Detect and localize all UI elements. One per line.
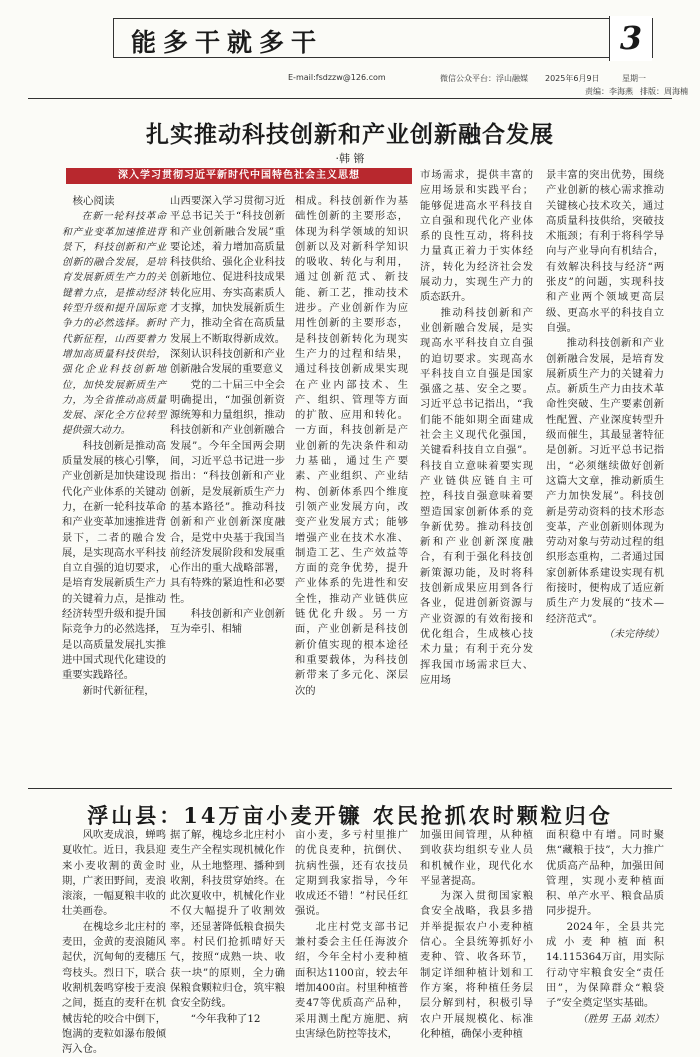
paragraph: 据了解，槐埝乡北庄村小麦生产全程实现机械化作业，从土地整理、播种到收割，科技贯穿始终。在此次夏收中，机械化作业不仅大幅提升了收割效率，还显著降低粮食损失率。村民们抢抓晴好天气，按照“成熟一块、收获一块”的原则，全力确保粮食颗粒归仓，筑牢粮食安全防线。 (170, 829, 285, 1010)
paragraph: 加强田间管理，从种植到收获均组织专业人员和机械作业，现代化水平显著提高。 (420, 829, 533, 887)
top-rule (28, 98, 672, 99)
section-rule (28, 788, 672, 789)
paragraph: 2024年，全县共完成小麦种植面积14.115364万亩，用实际行动守牢粮食安全“责任田”，为保障群众“粮袋子”安全奠定坚实基础。 (546, 920, 664, 1010)
editor-text: 责编：李海燕 (585, 87, 633, 96)
article2-col2 (170, 828, 285, 1025)
date-text: 2025年6月9日 (545, 74, 600, 83)
wechat-text: 微信公众平台：浮山融媒 (440, 74, 528, 83)
article2-col5 (546, 828, 664, 1025)
paragraph: 景丰富的突出优势，围绕产业创新的核心需求推动关键核心技术攻关，通过高质量科技供给，突破技术瓶颈；有利于将科学导向与产业导向有机结合，有效解决科技与经济“两张皮”的问题，实现科技和产业两个领域更高层级、更高水平的科技自立自强。 (546, 169, 664, 334)
weekday-text: 星期一 (622, 74, 646, 83)
paragraph: 党的二十届三中全会明确提出，“加强创新资源统筹和力量组织，推动科技创新和产业创新融合发展”。今年全国两会期间，习近平总书记进一步指出：“科技创新和产业创新，是发展新质生产力的基本路径”。推动科技创新和产业创新深度融合，是党中央基于我国当前经济发展阶段和发展重心作出的重大战略部署，具有特殊的紧迫性和必要性。 (170, 378, 285, 605)
paragraph: 面积稳中有增。同时聚焦“藏粮于技”，大力推广优质高产品种，加强田间管理，实现小麦种植面积、单产水平、粮食品质同步提升。 (546, 829, 664, 918)
page-number: 3 (609, 16, 652, 61)
article1-col5 (546, 168, 664, 784)
article2-col4 (420, 828, 533, 1040)
article1-col3 (295, 194, 408, 784)
paragraph: 市场需求，提供丰富的应用场景和实践平台；能够促进高水平科技自立自强和现代化产业体系的良性互动，将科技力量真正着力于实体经济，转化为经济社会发展动力，实现生产力的质态跃升。 (420, 169, 533, 304)
paragraph: 山西要深入学习贯彻习近平总书记关于“科技创新和产业创新融合发展”重要论述，着力增加高质量科技供给、强化企业科技创新地位、促进科技成果转化应用、夯实高素质人才支撑，加快发展新质生产力，推动全省在高质量发展上不断取得新成效。深刻认识科技创新和产业创新融合发展的重要意义 (170, 195, 285, 376)
paragraph: 推动科技创新和产业创新融合发展，是实现高水平科技自立自强的迫切要求。实现高水平科技自立自强是国家强盛之基、安全之要。习近平总书记指出，“我们能不能如期全面建成社会主义现代化强国，关键看科技自立自强”。科技自立意味着要实现产业链供应链自主可控，科技自强意味着要塑造国家创新体系的竞争新优势。推动科技创新和产业创新深度融合，有利于强化科技创新策源功能，及时将科技创新成果应用到各行各业，促进创新资源与产业资源的有效衔接和优化组合，生成核心技术力量；有利于充分发挥我国市场需求巨大、应用场 (420, 306, 533, 686)
paragraph: 推动科技创新和产业创新融合发展，是培育发展新质生产力的关键着力点。新质生产力由技术革命性突破、生产要素创新性配置、产业深度转型升级而催生，其最显著特征是创新。习近平总书记指出，“必须继续做好创新这篇大文章，推动新质生产力加快发展”。科技创新是劳动资料的技术形态变革，产业创新则体现为劳动对象与劳动过程的组织形态重构，二者通过国家创新体系建设实现有机衔接时，便构成了适应新质生产力发展的“技术—经济范式”。 (546, 337, 664, 625)
key-reading-text: 在新一轮科技革命和产业变革加速推进背景下，科技创新和产业创新的融合发展，是培育发展新质生产力的关键着力点，是推动经济转型升级和提升国际竞争力的必然选择。新时代新征程，山西要着力增加高质量科技供给，强化企业科技创新地位，加快发展新质生产力，为全省推动高质量发展、深化全方位转型提供强大动力。 (62, 211, 166, 437)
paragraph: “今年我种了12 (190, 1012, 261, 1025)
paragraph: 风吹麦成浪，蝉鸣夏收忙。近日，我县迎来小麦收割的黄金时期，广袤田野间，麦浪滚滚，一幅夏粮丰收的壮美画卷。 (62, 829, 166, 918)
paragraph: 新时代新征程， (82, 684, 155, 697)
article1-tail: （未完待续） (604, 628, 664, 640)
paragraph: 科技创新是推动高质量发展的核心引擎，产业创新是加快建设现代化产业体系的关键动力，在新一轮科技革命和产业变革加速推进背景下，二者的融合发展，是实现高水平科技自立自强的迫切要求，是培育发展新质生产力的关键着力点，是推动经济转型升级和提升国际竞争力的必然选择，是以高质量发展扎实推进中国式现代化建设的重要实践路径。 (62, 439, 166, 682)
article1-headline: 扎实推动科技创新和产业创新融合发展 (146, 121, 554, 148)
designer-text: 排版：周海楠 (640, 87, 688, 96)
article1-byline: ·韩 锵 (335, 152, 365, 165)
masthead (113, 18, 653, 58)
page-section-title: 能多干就多干 (131, 28, 324, 57)
article2-col1 (62, 828, 166, 1056)
paragraph: 为深入贯彻国家粮食安全战略，我县多措并举提振农户小麦种植信心。全县统筹抓好小麦种、管、收各环节，制定详细种植计划和工作方案，将种植任务层层分解到村，积极引导农户开展规模化、标准化种植，确保小麦种植 (420, 890, 533, 1040)
paragraph: 科技创新和产业创新互为牵引、相辅 (170, 608, 285, 636)
article2-headline: 浮山县：14万亩小麦开镰 农民抢抓农时颗粒归仓 (87, 803, 613, 828)
paragraph: 在槐埝乡北庄村的麦田，金黄的麦浪随风起伏，沉甸甸的麦穗压弯枝头。烈日下，联合收割机轰鸣穿梭于麦浪之间，挺直的麦秆在机械齿轮的咬合中倒下，饱满的麦粒如瀑布般倾泻入仓。 (62, 920, 166, 1056)
article1-col4 (420, 168, 533, 784)
article2-col3 (295, 828, 408, 1040)
key-reading-heading: 核心阅读 (72, 195, 115, 207)
paragraph: 亩小麦，多亏村里推广的优良麦种，抗倒伏、抗病性强，还有农技员定期到我家指导，今年收成还不错！”村民任红强说。 (295, 829, 408, 918)
paragraph: 北庄村党支部书记兼村委会主任任海波介绍，今年全村小麦种植面积达1100亩，较去年增加400亩。村里种植普麦47等优质高产品种，采用测土配方施肥、病虫害绿色防控等技术， (295, 920, 408, 1040)
article1-col1 (62, 194, 166, 784)
article1-banner: 深入学习贯彻习近平新时代中国特色社会主义思想 (66, 168, 412, 184)
email-text: E-mail:fsdzzw@126.com (288, 73, 386, 82)
article2-tail: （胜男 王晶 刘杰） (577, 1013, 664, 1025)
paragraph: 相成。科技创新作为基础性创新的主要形态，体现为科学领域的知识创新以及对新科学知识的吸收、转化与利用，通过创新范式、新技能、新工艺，推动技术进步。产业创新作为应用性创新的主要形态，是科技创新转化为现实生产力的过程和结果，通过科技创新成果实现在产业内部技术、生产、组织、管理等方面的扩散、应用和转化。一方面，科技创新是产业创新的先决条件和动力基础，通过生产要素、产业组织、产业结构、创新体系四个维度引领产业发展方向，改变产业发展方式；能够增强产业在技术水准、制造工艺、生产效益等方面的竞争优势，提升产业体系的先进性和安全性，推动产业链供应链优化升级。另一方面，产业创新是科技创新价值实现的根本途径和重要载体，为科技创新带来了多元化、深层次的 (295, 195, 408, 697)
article1-col2 (170, 194, 285, 784)
